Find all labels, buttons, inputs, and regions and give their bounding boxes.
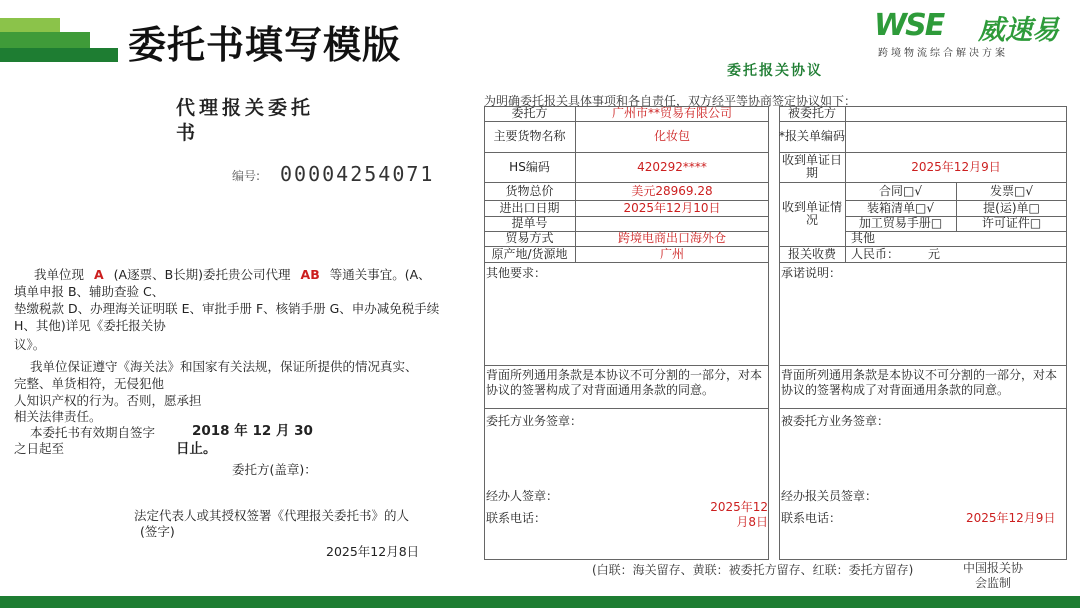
issuing-org: 中国报关协会监制	[962, 561, 1023, 590]
expiry-date-suffix: 日止。	[176, 441, 217, 457]
agreement-title: 委托报关协议	[727, 63, 823, 79]
license-checkbox: 许可证件□	[981, 216, 1042, 230]
packing-list-checkbox: 装箱清单□√	[867, 200, 934, 215]
footer-bar	[0, 596, 1080, 608]
para1-line2: 填单申报 B、辅助查验 C、	[14, 284, 165, 299]
hs-code-value: 420292****	[637, 159, 707, 174]
doc-number-label: 编号:	[232, 169, 261, 183]
bill-of-lading-label: 提单号	[511, 216, 548, 230]
table-divider	[484, 408, 769, 409]
agent-label: 被委托方	[787, 106, 836, 120]
representative-label: 法定代表人或其授权签署《代理报关委托书》的人	[134, 508, 410, 523]
header-decor-bar	[0, 48, 118, 62]
import-export-date-value: 2025年12月10日	[623, 200, 721, 215]
promise-label: 承诺说明：	[781, 266, 842, 280]
agent-sign-label: 被委托方业务签章：	[781, 414, 890, 428]
header-decor-bar	[0, 18, 60, 32]
left-sign-date: 2025年12月8日	[326, 544, 420, 559]
table-divider	[484, 262, 769, 263]
right-phone-label: 联系电话：	[781, 511, 842, 525]
processing-manual-checkbox: 加工贸易手册□	[858, 216, 943, 230]
hs-code-label: HS编码	[509, 159, 550, 174]
para2-line3: 人知识产权的行为。否则，愿承担	[14, 393, 202, 408]
para3-line1: 本委托书有效期自签字	[30, 425, 156, 440]
right-agreement-date: 2025年12月9日	[966, 511, 1056, 525]
para1-line5: 议》。	[14, 337, 46, 352]
total-price-label: 货物总价	[505, 183, 554, 198]
bill-of-lading-value	[575, 216, 769, 231]
para-text: (A逐票、B长期)委托贵公司代理	[113, 267, 291, 282]
left-phone-label: 联系电话：	[486, 511, 547, 525]
brand-logo-name: 威速易	[978, 15, 1059, 46]
invoice-checkbox: 发票□√	[990, 183, 1033, 198]
import-export-date-label: 进出口日期	[499, 200, 560, 215]
other-requirements-label: 其他要求：	[486, 266, 547, 280]
para3-line2: 之日起至	[14, 441, 65, 456]
fee-label: 报关收费	[787, 246, 836, 261]
right-terms-text: 背面所列通用条款是本协议不可分割的一部分，对本协议的签署构成了对背面通用条款的同意。	[781, 368, 1058, 397]
seal-label: 委托方(盖章)：	[232, 462, 317, 477]
client-value: 广州市**贸易有限公司	[611, 106, 732, 120]
para2-line2: 完整、单货相符，无侵犯他	[14, 376, 165, 391]
client-label: 委托方	[511, 106, 548, 120]
origin-value: 广州	[659, 246, 684, 261]
left-terms-text: 背面所列通用条款是本协议不可分割的一部分，对本协议的签署构成了对背面通用条款的同意。	[486, 368, 763, 397]
client-sign-label: 委托方业务签章：	[486, 414, 583, 428]
para1-line3: 垫缴税款 D、办理海关证明联 E、审批手册 F、核销手册 G、申办减免税手续	[14, 301, 440, 316]
origin-label: 原产地/货源地	[491, 246, 568, 261]
doc-number-value: 00004254071	[280, 162, 435, 186]
copy-distribution-note: (白联：海关留存、黄联：被委托方留存、红联：委托方留存)	[592, 563, 914, 577]
page-title: 委托书填写模版	[128, 23, 402, 67]
agreement-intro: 为明确委托报关具体事项和各自责任，双方经平等协商签定协议如下：	[484, 94, 857, 108]
receive-date-value: 2025年12月9日	[911, 159, 1001, 174]
fee-unit: 元	[927, 246, 940, 261]
bill-of-lading-checkbox: 提(运)单□	[983, 200, 1040, 215]
para2-line1: 我单位保证遵守《海关法》和国家有关法规，保证所提供的情况真实、	[30, 359, 418, 374]
left-agreement-date: 2025年12月8日	[710, 500, 768, 529]
documents-status-label: 收到单证情况	[781, 200, 842, 227]
table-divider	[484, 365, 769, 366]
goods-label: 主要货物名称	[493, 129, 566, 143]
trade-mode-label: 贸易方式	[505, 231, 554, 245]
other-docs: 其他	[851, 231, 876, 245]
table-divider	[779, 262, 1067, 263]
trade-mode-value: 跨境电商出口海外仓	[617, 231, 726, 245]
para2-line4: 相关法律责任。	[14, 409, 102, 424]
signature-label: (签字)	[140, 524, 175, 539]
table-divider	[779, 365, 1067, 366]
broker-sign-label: 经办报关员签章：	[781, 489, 878, 503]
para1-line1	[34, 266, 431, 284]
goods-value: 化妆包	[653, 129, 690, 143]
contract-checkbox: 合同□√	[879, 183, 922, 198]
para-text: 等通关事宜。(A、	[329, 267, 431, 282]
para-text: 我单位现	[34, 267, 85, 282]
total-price-value: 美元28969.28	[631, 183, 713, 198]
brand-logo-mark: WSE	[874, 8, 944, 43]
agent-value	[845, 106, 1067, 121]
para1-line4: H、其他)详见《委托报关协	[14, 318, 166, 333]
header-decor-bar	[0, 32, 90, 48]
brand-tagline: 跨境物流综合解决方案	[878, 48, 1008, 59]
declaration-no-label: *报关单编码	[779, 129, 846, 143]
fee-currency: 人民币：	[851, 246, 900, 261]
mark-ab: AB	[300, 267, 320, 282]
receive-date-label: 收到单证日期	[781, 153, 842, 180]
left-doc-title: 代理报关委托书	[176, 97, 315, 144]
table-divider	[779, 408, 1067, 409]
handler-sign-label: 经办人签章：	[486, 489, 559, 503]
mark-a: A	[94, 267, 104, 282]
expiry-date: 2018 年 12 月 30	[192, 423, 313, 439]
